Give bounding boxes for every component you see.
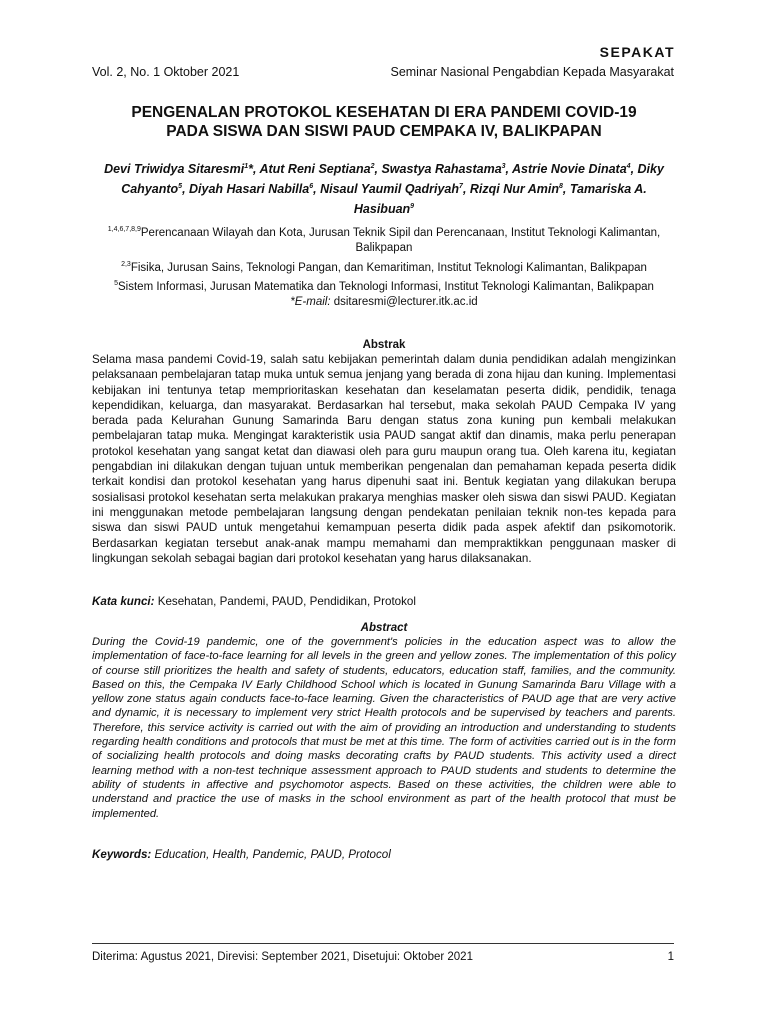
- abstrak-heading: Abstrak: [362, 339, 406, 351]
- corresponding-email: [92, 295, 676, 311]
- abstrak-text: Selama masa pandemi Covid-19, salah satu kebijakan pemerintah dalam dunia pendidikan adalah mengizinkan pelaksanaan pembelajaran tatap muka untuk semua jenjang yang berada di zona hijau dan kuning. Implementasi kebijakan ini tentunya tetap memprioritaskan kesehatan dan keselamatan peserta didik, pendidik, tenaga kependidikan, keluarga, dan masyarakat. Berdasarkan hal tersebut, maka sekolah PAUD Cempaka IV yang berada pada Kelurahan Gunung Samarinda Baru dengan status zona kuning pun kembali melakukan pembelajaran tatap muka. Mengingat karakteristik usia PAUD sangat aktif dan dinamis, maka perlu penerapan protokol kesehatan yang sangat ketat dan diawasi oleh para guru maupun orang tua. Oleh karena itu, kegiatan pengabdian ini dilakukan dengan tujuan untuk memberikan pengenalan dan pemahaman kepada peserta didik terkait kondisi dan protokol kesehatan yang harus dipenuhi saat ini. Bentuk kegiatan yang dilakukan berupa sosialisasi protokol kesehatan serta melakukan prakarya menghias masker oleh siswa dan siswi PAUD. Kegiatan ini menggunakan metode pembelajaran langsung dengan pendekatan penilaian teknik non-tes kepada para siswa dan siswi PAUD untuk mengetahui kemampuan peserta didik pada aspek afektif dan psikomotorik. Berdasarkan kegiatan tersebut anak-anak mampu memahami dan mempraktikkan penggunaan masker di lingkungan sekolah sebagai bagian dari protokol kesehatan yang harus dilaksanakan.: [92, 353, 676, 565]
- seminar-name: Seminar Nasional Pengabdian Kepada Masyarakat: [390, 65, 674, 79]
- kata-kunci: [92, 595, 416, 608]
- author: Devi Triwidya Sitaresmi$^1$*,: [104, 162, 260, 177]
- author: Diky Cahyanto$^5$,: [121, 162, 664, 197]
- author: Astrie Novie Dinata$^4$,: [512, 162, 638, 177]
- keywords-label: Keywords:: [92, 848, 152, 861]
- abstract-text: During the Covid-19 pandemic, one of the government's policies in the education aspect was to allow the implementation of face-to-face learning for all levels in the green and yellow zones. The implementation of this policy of course still prioritizes the health and safety of students, educators, education staff, families, and the community. Based on this, the Cempaka IV Early Childhood School which is located in Gunung Samarinda Baru Village with a yellow zone status again conducts face-to-face learning. Given the characteristics of PAUD age that are very active and dynamic, it is necessary to implement very strict Health protocols and be supervised by teachers and parents. Therefore, this service activity is carried out with the aim of providing an introduction and understanding to students regarding health conditions and protocols that must be met at this time. The form of activities carried out is in the form of socializing health protocols and doing masks decorating crafts by PAUD students. This activity used a direct learning method with a non-test technique assessment approach to PAUD students and students to determine the ability of students in affective and psychomotor aspects. Based on these activities, the children were able to understand and practice the use of masks in the school environment as part of the health protocol that must be implemented.: [92, 636, 676, 820]
- author: Tamariska A. Hasibuan$^9$: [353, 182, 647, 217]
- keywords: [92, 848, 391, 861]
- journal-brand: SEPAKAT: [599, 44, 675, 60]
- title-line-2: PADA SISWA DAN SISWI PAUD CEMPAKA IV, BALIKPAPAN: [166, 123, 602, 140]
- page-number: 1: [667, 951, 674, 963]
- footer-divider: [92, 943, 674, 944]
- email-address[interactable]: dsitaresmi@lecturer.itk.ac.id: [333, 296, 478, 309]
- abstract-heading: Abstract: [360, 622, 408, 634]
- author: Nisaul Yaumil Qadriyah$^7$,: [320, 182, 470, 197]
- paper-title: [60, 103, 708, 141]
- affiliation: $^5$Sistem Informasi, Jurusan Matematika dan Teknologi Informasi, Institut Teknologi Kalimantan, Balikpapan: [114, 280, 654, 293]
- kata-kunci-value: Kesehatan, Pandemi, PAUD, Pendidikan, Protokol: [157, 595, 416, 608]
- email-label: *E-mail:: [290, 296, 331, 309]
- author: Diyah Hasari Nabilla$^6$,: [189, 182, 321, 197]
- keywords-value: Education, Health, Pandemic, PAUD, Protocol: [154, 848, 391, 861]
- affiliation: $^{1,4,6,7,8,9}$Perencanaan Wilayah dan Kota, Jurusan Teknik Sipil dan Perencanaan, Institut Teknologi Kalimantan, Balikpapan: [107, 226, 661, 255]
- author: Atut Reni Septiana$^2$,: [259, 162, 382, 177]
- author: Swastya Rahastama$^3$,: [381, 162, 513, 177]
- affiliations: [92, 222, 676, 311]
- volume-info: Vol. 2, No. 1 Oktober 2021: [92, 65, 240, 79]
- kata-kunci-label: Kata kunci:: [92, 595, 155, 608]
- author: Rizqi Nur Amin$^8$,: [469, 182, 570, 197]
- footer-dates: Diterima: Agustus 2021, Direvisi: September 2021, Disetujui: Oktober 2021: [92, 951, 473, 963]
- affiliation: $^{2,3}$Fisika, Jurusan Sains, Teknologi Pangan, dan Kemaritiman, Institut Teknologi Kalimantan, Balikpapan: [121, 260, 647, 274]
- author-list: [92, 158, 676, 218]
- title-line-1: PENGENALAN PROTOKOL KESEHATAN DI ERA PANDEMI COVID-19: [131, 104, 637, 121]
